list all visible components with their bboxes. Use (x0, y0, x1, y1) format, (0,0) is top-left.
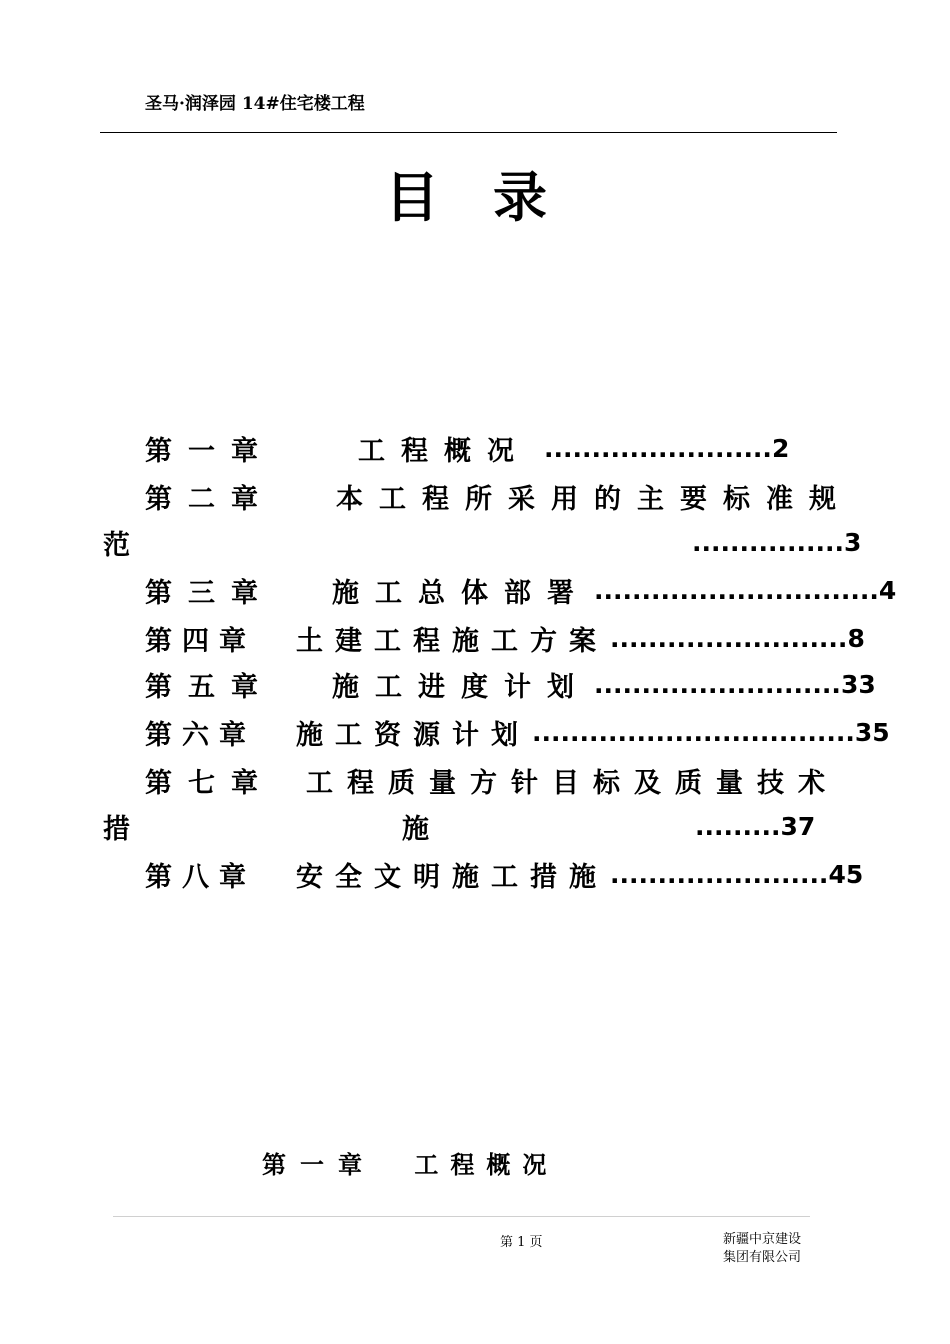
toc-chapter-number: 第六章 (145, 719, 256, 751)
toc-entry-8[interactable] (145, 854, 863, 894)
footer-divider (113, 1216, 810, 1217)
toc-leader-dots: ........................ (544, 433, 772, 463)
toc-entry-5[interactable] (145, 664, 876, 704)
toc-chapter-number: 第一章 (145, 435, 274, 467)
toc-chapter-title-continued: 范 (103, 529, 146, 561)
toc-chapter-title: 本工程所采用的主要标准规 (336, 483, 852, 515)
page-number: 第 1 页 (500, 1235, 543, 1250)
toc-chapter-title-continued: 施 (402, 813, 445, 845)
toc-chapter-title: 施工进度计划 (332, 671, 590, 703)
company-name-line-2: 集团有限公司 (723, 1250, 802, 1265)
toc-chapter-title-continued: 措 (103, 813, 146, 845)
toc-entry-7-continued[interactable] (103, 806, 815, 846)
toc-chapter-title: 工程概况 (358, 435, 530, 467)
toc-entry-4[interactable] (145, 618, 865, 658)
toc-entry-6[interactable] (145, 712, 890, 752)
toc-leader-dots: .............................. (594, 575, 879, 605)
toc-page-number: 4 (878, 575, 897, 605)
footer-company (723, 1231, 801, 1267)
running-header: 圣马·润泽园 14#住宅楼工程 (145, 94, 365, 114)
toc-page-number: 33 (840, 669, 876, 699)
toc-leader-dots: ................ (692, 527, 844, 557)
toc-page-number: 45 (828, 859, 864, 889)
toc-chapter-title: 安全文明施工措施 (296, 861, 608, 893)
chapter-heading-title: 工程概况 (414, 1151, 559, 1179)
toc-chapter-title: 土建工程施工方案 (296, 625, 608, 657)
chapter-heading-number: 第一章 (262, 1151, 376, 1179)
toc-chapter-title: 施工总体部署 (332, 577, 590, 609)
company-name-line-1: 新疆中京建设 (723, 1232, 802, 1247)
header-divider (100, 132, 837, 133)
toc-leader-dots: ......... (695, 811, 781, 841)
toc-page-number: 8 (847, 623, 865, 653)
toc-leader-dots: ......................... (610, 623, 848, 653)
toc-entry-3[interactable] (145, 570, 896, 610)
chapter-heading (262, 1145, 558, 1180)
toc-leader-dots: .................................. (532, 717, 855, 747)
toc-chapter-number: 第四章 (145, 625, 256, 657)
toc-leader-dots: .......................... (594, 669, 841, 699)
toc-chapter-number: 第五章 (145, 671, 274, 703)
toc-entry-7[interactable] (145, 760, 839, 800)
toc-leader-dots: ....................... (610, 859, 829, 889)
toc-entry-1[interactable] (145, 428, 789, 468)
toc-chapter-number: 第二章 (145, 483, 274, 515)
toc-chapter-number: 第七章 (145, 767, 274, 799)
toc-page-number: 37 (780, 811, 816, 841)
toc-entry-2-continued[interactable] (103, 522, 861, 562)
toc-page-number: 2 (771, 433, 790, 463)
toc-chapter-title: 施工资源计划 (296, 719, 530, 751)
toc-chapter-title: 工程质量方针目标及质量技术 (306, 767, 839, 799)
toc-page-number: 3 (843, 527, 862, 557)
toc-page-number: 35 (854, 717, 890, 747)
page-title: 目录 (385, 166, 601, 229)
toc-chapter-number: 第三章 (145, 577, 274, 609)
toc-entry-2[interactable] (145, 476, 852, 516)
toc-chapter-number: 第八章 (145, 861, 256, 893)
